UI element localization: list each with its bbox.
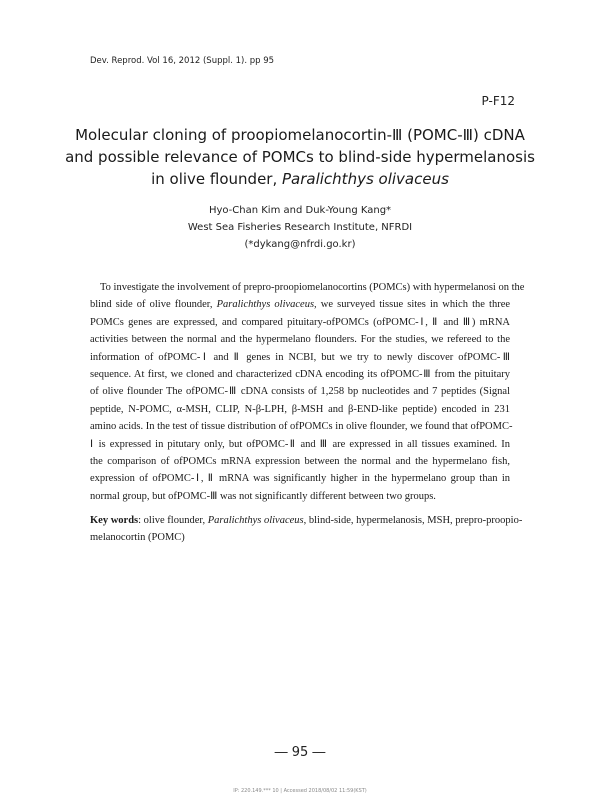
abstract-line: [90, 296, 510, 313]
title-line-1: Molecular cloning of proopiomelanocortin-Ⅲ (POMC-Ⅲ) cDNA: [75, 126, 525, 144]
abstract-line: the comparison of ofPOMCs mRNA expression between the normal and the hypermelano fish,: [90, 456, 510, 468]
title-line-3: [60, 168, 540, 190]
download-info: IP: 220.149.*** 10 | Accessed 2018/08/02 11:59(KST): [233, 788, 367, 794]
abstract-line: To investigate the involvement of prepro-proopiomelanocortins (POMCs) with hypermelanosi on the: [100, 282, 525, 293]
title-line-3-prefix: in olive flounder,: [151, 170, 282, 188]
author-email: (*dykang@nfrdi.go.kr): [244, 239, 356, 250]
page-number: ― 95 ―: [274, 745, 326, 760]
author-block: [0, 202, 600, 253]
abstract-text: blind side of olive flounder,: [90, 299, 217, 311]
abstract-line: of olive flounder The ofPOMC-Ⅲ cDNA consists of 1,258 bp nucleotides and 7 peptides (Signal: [90, 386, 510, 398]
keywords-text: : olive flounder,: [138, 515, 208, 526]
abstract-line: amino acids. In the test of tissue distribution of ofPOMCs in olive flounder, we found that ofPOMC-: [90, 421, 513, 433]
title-line-2: and possible relevance of POMCs to blind-side hypermelanosis: [65, 148, 535, 166]
abstract-text: we surveyed tissue sites in which the three: [316, 299, 511, 311]
abstract-line: information of ofPOMC-Ⅰ and Ⅱ genes in NCBI, but we try to newly discover ofPOMC-Ⅲ: [90, 351, 510, 363]
abstract-species-name: Paralichthys olivaceus,: [216, 299, 317, 311]
abstract-line: POMCs genes are expressed, and compared pituitary-ofPOMCs (ofPOMC-Ⅰ, Ⅱ and Ⅲ) mRNA: [90, 316, 510, 328]
abstract-line: expression of ofPOMC-Ⅰ, Ⅱ mRNA was significantly higher in the hypermelano group than in: [90, 473, 510, 485]
keywords-line: [90, 512, 523, 529]
poster-code: P-F12: [481, 94, 515, 108]
abstract-line: peptide, N-POMC, α-MSH, CLIP, N-β-LPH, β-MSH and β-END-like peptide) encoded in 231: [90, 403, 510, 415]
abstract-line: sequence. At first, we cloned and characterized cDNA encoding its ofPOMC-Ⅲ from the pituitary: [90, 369, 510, 381]
keywords: [90, 512, 523, 547]
author-affiliation: West Sea Fisheries Research Institute, NFRDI: [187, 222, 413, 233]
abstract-line: normal group, but ofPOMC-Ⅲ was not significantly different between two groups.: [90, 490, 436, 502]
keywords-line: melanocortin (POMC): [90, 532, 185, 544]
journal-reference: Dev. Reprod. Vol 16, 2012 (Suppl. 1). pp 95: [90, 56, 275, 66]
abstract-line: Ⅰ is expressed in pitutary only, but ofPOMC-Ⅱ and Ⅲ are expressed in all tissues examined. In: [90, 438, 510, 450]
keywords-label: Key words: [90, 515, 139, 526]
abstract: [90, 279, 525, 505]
title-species-name: Paralichthys olivaceus: [282, 170, 449, 188]
keywords-species-name: Paralichthys olivaceus: [207, 515, 304, 526]
paper-title: [60, 124, 540, 190]
abstract-line: activities between the normal and the hypermelano flounders. For the studies, we refereed to the: [90, 334, 510, 346]
author-names: Hyo-Chan Kim and Duk-Young Kang*: [208, 205, 392, 216]
keywords-text: , blind-side, hypermelanosis, MSH, prepro-proopio-: [303, 515, 523, 526]
